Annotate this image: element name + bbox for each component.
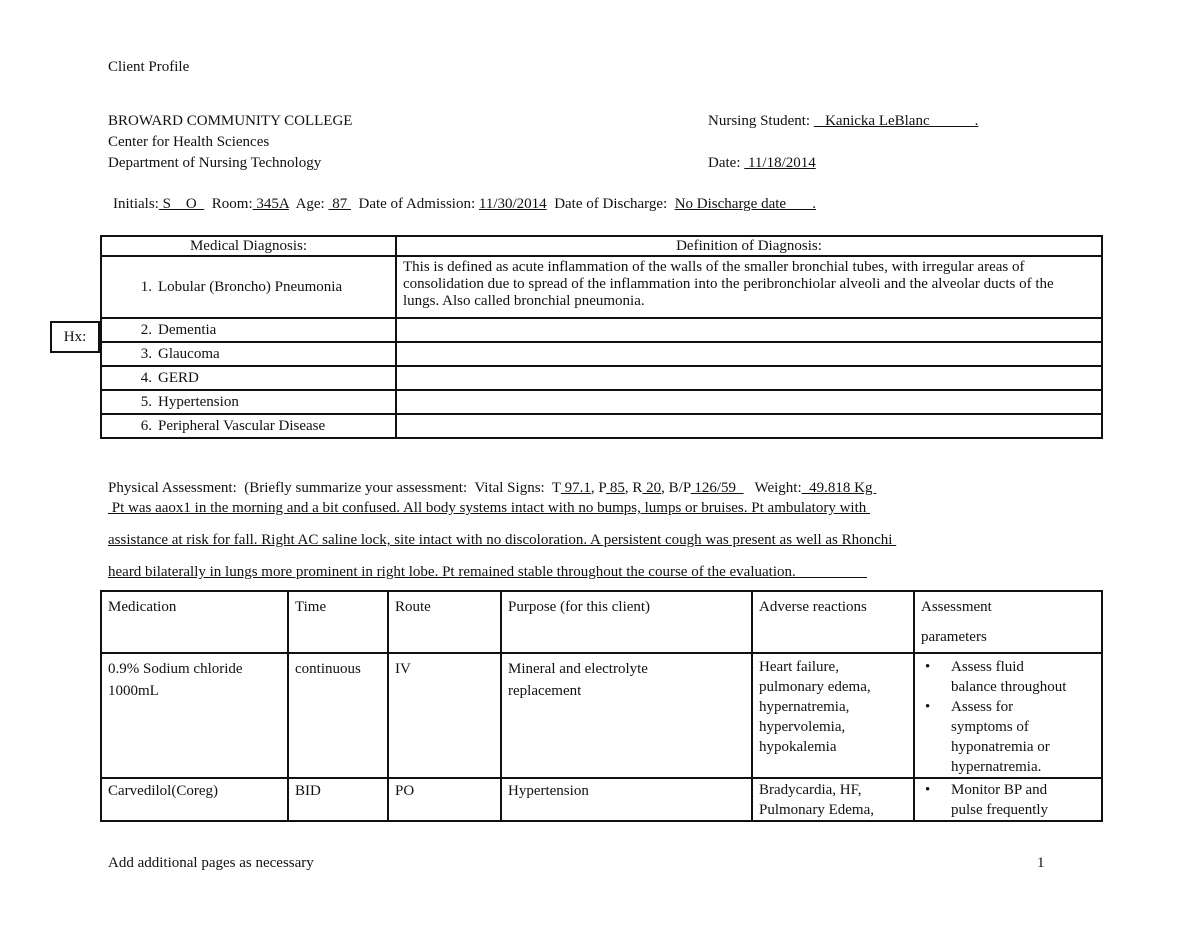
medication-name: Carvedilol(Coreg)	[108, 783, 218, 799]
medication-table	[100, 590, 1103, 822]
assessment-text-line[interactable]: assistance at risk for fall. Right AC saline lock, site intact with no discoloration. A persistent cough was present as well as Rhonchi	[108, 532, 897, 548]
room-value[interactable]: 345A	[252, 196, 289, 212]
diagnosis-cell[interactable]	[101, 342, 396, 366]
college-name: BROWARD COMMUNITY COLLEGE	[108, 113, 353, 129]
diagnosis-number: 4.	[140, 370, 152, 386]
physical-assessment-intro: Physical Assessment: (Briefly summarize your assessment: Vital Signs: T	[108, 480, 561, 496]
medication-column-header: Medication	[101, 591, 288, 653]
diagnosis-table	[100, 235, 1103, 439]
medication-header-row	[101, 591, 1102, 653]
diagnosis-number: 3.	[140, 346, 152, 362]
diagnosis-cell[interactable]	[101, 366, 396, 390]
pulse-value[interactable]: 85	[606, 480, 625, 496]
diagnosis-name: Hypertension	[158, 394, 239, 410]
date-label: Date:	[708, 155, 741, 171]
route-cell[interactable]	[388, 653, 501, 778]
purpose-value: Mineral and electrolyte	[508, 661, 648, 677]
time-value: continuous	[295, 661, 361, 677]
room-label: Room:	[211, 196, 253, 212]
assessment-text-line[interactable]: Pt was aaox1 in the morning and a bit confused. All body systems intact with no bumps, lumps or bruises. Pt ambulatory with	[108, 500, 871, 516]
purpose-cell[interactable]	[501, 653, 752, 778]
definition-cell[interactable]	[396, 414, 1102, 438]
patient-info-line	[113, 195, 816, 213]
definition-cell[interactable]	[396, 366, 1102, 390]
diagnosis-number: 2.	[140, 322, 152, 338]
nursing-student-label: Nursing Student:	[708, 113, 811, 129]
hx-label-box: Hx:	[50, 321, 100, 353]
diagnosis-row	[101, 342, 1102, 366]
diagnosis-name: Peripheral Vascular Disease	[158, 418, 326, 434]
purpose-value: Hypertension	[508, 783, 589, 799]
diagnosis-row	[101, 318, 1102, 342]
medication-name: 0.9% Sodium chloride	[108, 661, 243, 677]
purpose-value: replacement	[508, 683, 582, 699]
adverse-cell[interactable]	[752, 778, 914, 821]
diagnosis-name: Glaucoma	[158, 346, 220, 362]
assessment-line: hyponatremia or	[951, 739, 1050, 755]
assessment-column-header	[914, 591, 1102, 653]
medication-name-cell[interactable]	[101, 778, 288, 821]
college-center: Center for Health Sciences	[108, 134, 270, 150]
diagnosis-number: 5.	[140, 394, 152, 410]
route-column-header: Route	[388, 591, 501, 653]
admission-value[interactable]: 11/30/2014	[478, 196, 547, 212]
assessment-line: • Monitor BP and	[951, 782, 1048, 798]
diagnosis-name: Lobular (Broncho) Pneumonia	[158, 279, 343, 295]
physical-assessment-line	[108, 479, 876, 497]
assessment-line: hypernatremia.	[951, 759, 1042, 775]
respiration-label: , R	[624, 480, 643, 496]
weight-label: Weight:	[743, 480, 802, 496]
date-value[interactable]: 11/18/2014	[744, 155, 816, 171]
nursing-student-field	[708, 112, 978, 130]
pulse-label: , P	[590, 480, 607, 496]
medication-row	[101, 653, 1102, 778]
assessment-item	[951, 697, 1095, 777]
assessment-cell[interactable]	[914, 778, 1102, 821]
age-value[interactable]: 87	[328, 196, 351, 212]
definition-cell[interactable]	[396, 318, 1102, 342]
assessment-text-line[interactable]: heard bilaterally in lungs more prominent in right lobe. Pt remained stable throughout the course of the evaluation.	[108, 564, 867, 580]
weight-value[interactable]: 49.818 Kg	[801, 480, 877, 496]
footer-note: Add additional pages as necessary	[108, 855, 314, 871]
time-cell[interactable]	[288, 778, 388, 821]
diagnosis-number: 6.	[140, 418, 152, 434]
page-number: 1	[1037, 855, 1045, 871]
diagnosis-cell[interactable]	[101, 318, 396, 342]
assessment-item	[951, 657, 1095, 697]
adverse-column-header: Adverse reactions	[752, 591, 914, 653]
assessment-list	[921, 780, 1095, 820]
assessment-line: symptoms of	[951, 719, 1029, 735]
definition-cell[interactable]: This is defined as acute inflammation of the walls of the smaller bronchial tubes, with irregular areas of consolidation due to spread of the inflammation into the peribronchiolar alveoli and the alveolar ducts of the lungs. Also called bronchial pneumonia.	[396, 256, 1102, 318]
adverse-line: pulmonary edema,	[759, 679, 871, 695]
assessment-item	[951, 780, 1095, 820]
respiration-value[interactable]: 20	[642, 480, 662, 496]
diagnosis-number: 1.	[140, 279, 152, 295]
medication-row	[101, 778, 1102, 821]
adverse-line: Pulmonary Edema,	[759, 802, 874, 818]
adverse-line: hypokalemia	[759, 739, 837, 755]
medication-name-cell[interactable]	[101, 653, 288, 778]
age-label: Age:	[295, 196, 325, 212]
bp-label: , B/P	[661, 480, 691, 496]
adverse-cell[interactable]	[752, 653, 914, 778]
route-value: PO	[395, 783, 415, 799]
purpose-cell[interactable]	[501, 778, 752, 821]
diagnosis-column-header: Medical Diagnosis:	[101, 236, 396, 256]
diagnosis-cell[interactable]	[101, 414, 396, 438]
definition-cell[interactable]	[396, 390, 1102, 414]
assessment-cell[interactable]	[914, 653, 1102, 778]
date-field	[708, 154, 816, 172]
admission-label: Date of Admission:	[358, 196, 476, 212]
discharge-label: Date of Discharge:	[554, 196, 668, 212]
purpose-column-header: Purpose (for this client)	[501, 591, 752, 653]
assessment-line: pulse frequently	[951, 802, 1049, 818]
initials-label: Initials:	[113, 196, 159, 212]
college-department: Department of Nursing Technology	[108, 155, 322, 171]
adverse-line: Heart failure,	[759, 659, 839, 675]
assessment-header-line: Assessment	[921, 599, 992, 615]
nursing-student-name[interactable]: Kanicka LeBlanc .	[813, 113, 979, 129]
diagnosis-header-row	[101, 236, 1102, 256]
diagnosis-row	[101, 366, 1102, 390]
assessment-line: • Assess for	[951, 699, 1014, 715]
diagnosis-row	[101, 414, 1102, 438]
route-value: IV	[395, 661, 411, 677]
diagnosis-cell[interactable]	[101, 390, 396, 414]
temperature-value[interactable]: 97.1	[560, 480, 591, 496]
definition-cell[interactable]	[396, 342, 1102, 366]
route-cell[interactable]	[388, 778, 501, 821]
assessment-list	[921, 657, 1095, 777]
time-column-header: Time	[288, 591, 388, 653]
time-cell[interactable]	[288, 653, 388, 778]
assessment-line: balance throughout	[951, 679, 1067, 695]
adverse-line: Bradycardia, HF,	[759, 782, 862, 798]
assessment-line: • Assess fluid	[951, 659, 1024, 675]
time-value: BID	[295, 783, 321, 799]
medication-dose: 1000mL	[108, 683, 159, 699]
adverse-line: hypervolemia,	[759, 719, 846, 735]
diagnosis-row	[101, 390, 1102, 414]
form-title: Client Profile	[108, 59, 190, 75]
discharge-value[interactable]: No Discharge date .	[674, 196, 817, 212]
definition-column-header: Definition of Diagnosis:	[396, 236, 1102, 256]
bp-value[interactable]: 126/59	[690, 480, 744, 496]
diagnosis-row	[101, 256, 1102, 318]
adverse-line: hypernatremia,	[759, 699, 850, 715]
diagnosis-name: Dementia	[158, 322, 217, 338]
diagnosis-cell[interactable]	[101, 256, 396, 318]
initials-value[interactable]: S O	[158, 196, 205, 212]
diagnosis-name: GERD	[158, 370, 199, 386]
assessment-header-line: parameters	[921, 629, 987, 645]
